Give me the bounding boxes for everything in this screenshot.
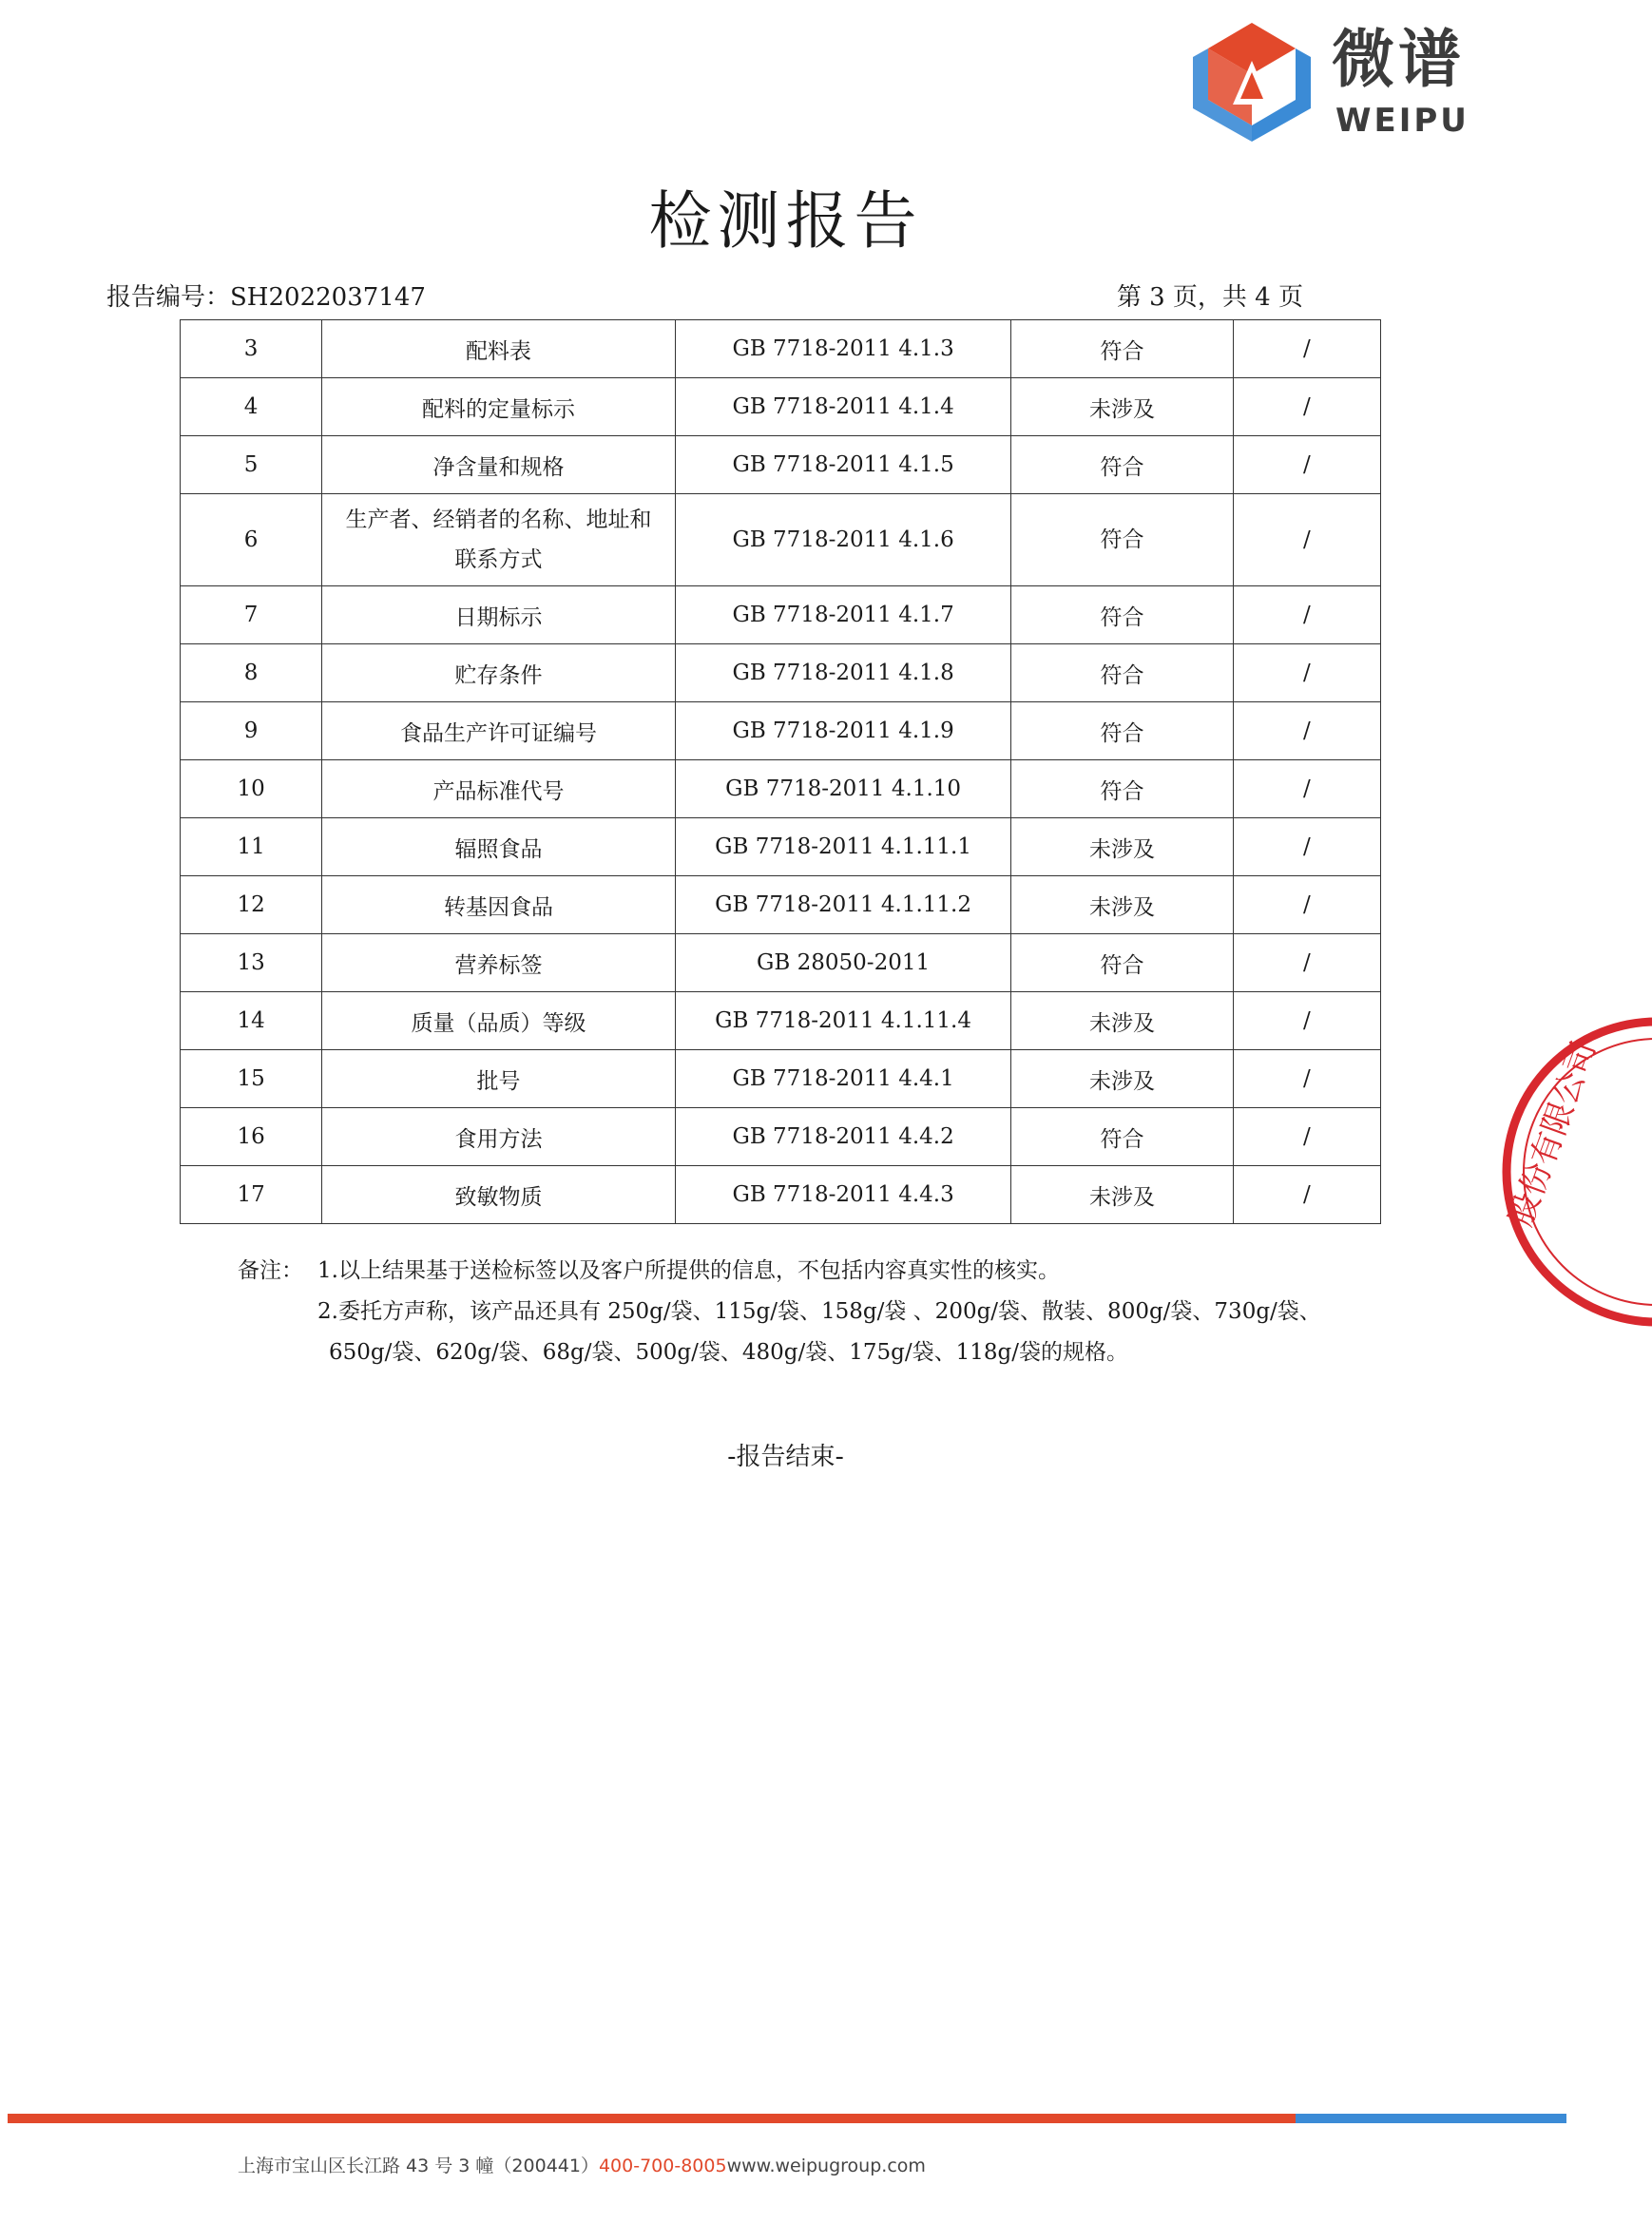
table-row (181, 992, 1381, 1050)
note-line-3: 650g/袋、620g/袋、68g/袋、500g/袋、480g/袋、175g/袋、118g/袋的规格。 (329, 1340, 1128, 1365)
row-standard: GB 7718-2011 4.1.11.1 (675, 818, 1011, 876)
row-result: 未涉及 (1011, 1050, 1233, 1108)
row-remark: / (1233, 934, 1380, 992)
table-row (181, 1050, 1381, 1108)
row-number: 14 (181, 992, 322, 1050)
page-title: 检测报告 (648, 184, 923, 258)
row-result: 符合 (1011, 1108, 1233, 1166)
row-number: 11 (181, 818, 322, 876)
row-item: 日期标示 (322, 586, 676, 644)
row-remark: / (1233, 1050, 1380, 1108)
table-row (181, 876, 1381, 934)
logo-chinese-text: 微谱 (1332, 23, 1465, 96)
logo-english-text: WEIPU (1335, 102, 1470, 140)
footer-contact (238, 2152, 926, 2177)
row-result: 符合 (1011, 586, 1233, 644)
row-standard: GB 7718-2011 4.1.8 (675, 644, 1011, 702)
row-number: 6 (181, 494, 322, 586)
row-number: 12 (181, 876, 322, 934)
row-standard: GB 7718-2011 4.4.2 (675, 1108, 1011, 1166)
row-number: 4 (181, 378, 322, 436)
table-row (181, 436, 1381, 494)
row-result: 符合 (1011, 702, 1233, 760)
row-remark: / (1233, 494, 1380, 586)
page-indicator: 第 3 页，共 4 页 (1116, 283, 1303, 312)
table-row (181, 586, 1381, 644)
row-number: 16 (181, 1108, 322, 1166)
row-result: 未涉及 (1011, 876, 1233, 934)
footer-address: 上海市宝山区长江路 43 号 3 幢（200441） (238, 2156, 599, 2176)
row-remark: / (1233, 644, 1380, 702)
table-row (181, 378, 1381, 436)
row-standard: GB 7718-2011 4.1.9 (675, 702, 1011, 760)
table-row (181, 760, 1381, 818)
table-row (181, 934, 1381, 992)
row-number: 13 (181, 934, 322, 992)
row-standard: GB 7718-2011 4.1.6 (675, 494, 1011, 586)
row-standard: GB 7718-2011 4.1.10 (675, 760, 1011, 818)
row-item: 营养标签 (322, 934, 676, 992)
company-logo (1193, 23, 1488, 146)
row-standard: GB 7718-2011 4.1.11.2 (675, 876, 1011, 934)
row-number: 9 (181, 702, 322, 760)
row-item: 转基因食品 (322, 876, 676, 934)
row-remark: / (1233, 320, 1380, 378)
row-remark: / (1233, 1166, 1380, 1224)
table-row (181, 1108, 1381, 1166)
row-remark: / (1233, 818, 1380, 876)
row-item: 质量（品质）等级 (322, 992, 676, 1050)
table-row (181, 818, 1381, 876)
row-number: 17 (181, 1166, 322, 1224)
row-number: 10 (181, 760, 322, 818)
row-result: 符合 (1011, 436, 1233, 494)
row-item (322, 494, 676, 586)
row-result: 符合 (1011, 644, 1233, 702)
row-result: 未涉及 (1011, 992, 1233, 1050)
row-item: 产品标准代号 (322, 760, 676, 818)
row-result: 符合 (1011, 934, 1233, 992)
weipu-logo-icon (1193, 23, 1312, 142)
row-item: 食品生产许可证编号 (322, 702, 676, 760)
note-line-1: 1.以上结果基于送检标签以及客户所提供的信息，不包括内容真实性的核实。 (317, 1258, 1060, 1283)
row-remark: / (1233, 702, 1380, 760)
footer-phone: 400-700-8005 (598, 2156, 727, 2176)
row-number: 7 (181, 586, 322, 644)
row-number: 3 (181, 320, 322, 378)
notes-label: 备注： (238, 1258, 303, 1283)
notes-section (238, 1251, 1321, 1373)
row-remark: / (1233, 992, 1380, 1050)
table-row (181, 320, 1381, 378)
row-standard: GB 7718-2011 4.1.5 (675, 436, 1011, 494)
company-seal-stamp (1500, 1015, 1652, 1329)
report-number: 报告编号：SH2022037147 (106, 283, 426, 312)
row-standard: GB 7718-2011 4.1.11.4 (675, 992, 1011, 1050)
table-row (181, 1166, 1381, 1224)
row-result: 未涉及 (1011, 378, 1233, 436)
row-item-line-2: 联系方式 (454, 547, 543, 572)
row-item: 配料表 (322, 320, 676, 378)
row-standard: GB 7718-2011 4.1.4 (675, 378, 1011, 436)
row-result: 未涉及 (1011, 818, 1233, 876)
row-item: 食用方法 (322, 1108, 676, 1166)
row-number: 8 (181, 644, 322, 702)
row-remark: / (1233, 876, 1380, 934)
row-number: 15 (181, 1050, 322, 1108)
row-item: 致敏物质 (322, 1166, 676, 1224)
results-table (180, 319, 1381, 1224)
row-item: 配料的定量标示 (322, 378, 676, 436)
table-row (181, 702, 1381, 760)
row-standard: GB 7718-2011 4.4.3 (675, 1166, 1011, 1224)
row-remark: / (1233, 760, 1380, 818)
row-remark: / (1233, 378, 1380, 436)
row-standard: GB 7718-2011 4.1.7 (675, 586, 1011, 644)
row-standard: GB 7718-2011 4.1.3 (675, 320, 1011, 378)
row-result: 符合 (1011, 494, 1233, 586)
table-row (181, 644, 1381, 702)
row-item: 批号 (322, 1050, 676, 1108)
row-item: 贮存条件 (322, 644, 676, 702)
table-row (181, 494, 1381, 586)
row-remark: / (1233, 586, 1380, 644)
report-end-marker: -报告结束- (727, 1443, 844, 1471)
row-standard: GB 7718-2011 4.4.1 (675, 1050, 1011, 1108)
footer-bar-blue (1296, 2114, 1566, 2123)
row-remark: / (1233, 1108, 1380, 1166)
svg-text:股份有限公司: 股份有限公司 (1501, 1036, 1604, 1232)
row-standard: GB 28050-2011 (675, 934, 1011, 992)
row-number: 5 (181, 436, 322, 494)
footer-color-bar (8, 2114, 1566, 2123)
row-result: 符合 (1011, 760, 1233, 818)
footer-bar-red (8, 2114, 1296, 2123)
row-item: 净含量和规格 (322, 436, 676, 494)
row-item: 辐照食品 (322, 818, 676, 876)
row-result: 符合 (1011, 320, 1233, 378)
row-remark: / (1233, 436, 1380, 494)
footer-website[interactable]: www.weipugroup.com (726, 2156, 926, 2176)
row-item-line-1: 生产者、经销者的名称、地址和 (345, 508, 652, 532)
note-line-2: 2.委托方声称，该产品还具有 250g/袋、115g/袋、158g/袋 、200g/袋、散装、800g/袋、730g/袋、 (317, 1299, 1321, 1324)
row-result: 未涉及 (1011, 1166, 1233, 1224)
